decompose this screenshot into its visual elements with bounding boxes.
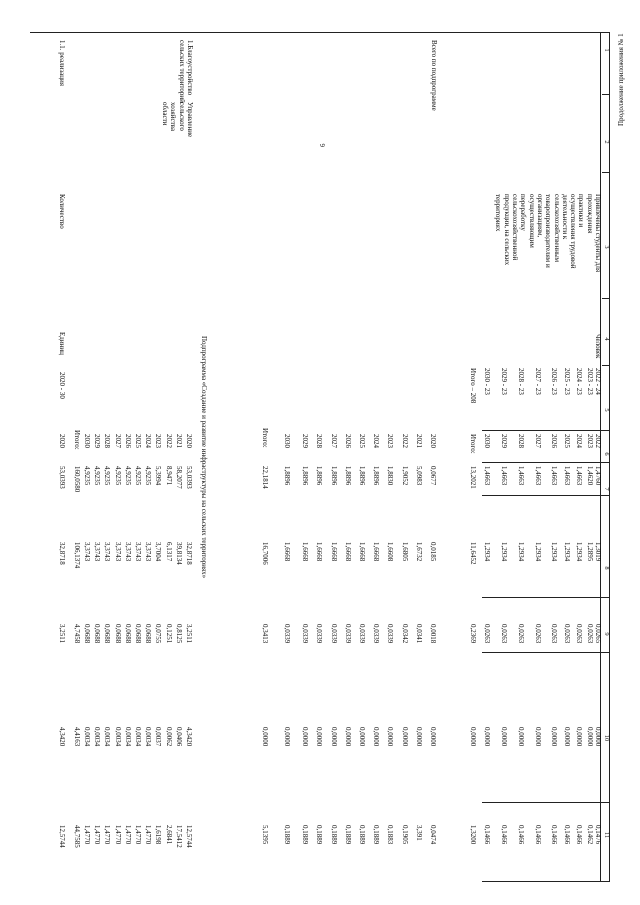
block2-years <box>254 428 440 448</box>
col-num-6: 6 <box>603 452 610 456</box>
period-cell: 2026 - 23 <box>550 368 559 395</box>
block4-c11: 12,5744 <box>58 825 66 848</box>
year-cell: 2026 <box>343 434 352 448</box>
value-cell: 0,0688 <box>144 624 153 644</box>
value-cell: 3,3743 <box>93 542 102 562</box>
year-cell: 2026 <box>123 434 132 448</box>
value-cell: 0,0034 <box>144 727 153 747</box>
value-cell: 0,0263 <box>483 624 492 644</box>
year-cell: 2022 <box>400 434 409 448</box>
value-cell: 8,9471 <box>164 466 173 486</box>
year-cell: 2023 <box>154 434 163 448</box>
value-cell: 0,1889 <box>315 825 324 845</box>
total-cell: 0,0000 <box>261 727 270 747</box>
value-cell: 1,2934 <box>483 542 492 562</box>
value-cell: 0,0339 <box>301 624 310 644</box>
value-cell: 0,1476 <box>594 825 602 845</box>
value-cell: 4,9235 <box>144 466 153 486</box>
value-cell: 0,0688 <box>103 624 112 644</box>
value-cell: 0,0000 <box>283 727 292 747</box>
value-cell: 0,0000 <box>429 727 437 747</box>
col8-values <box>468 542 602 565</box>
value-cell: 1,6668 <box>358 542 367 562</box>
block3-col8 <box>72 542 194 568</box>
value-cell: 0,1466 <box>563 825 572 845</box>
value-cell: 0,0000 <box>400 727 409 747</box>
appendix-header: Продолжение приложения № 1 <box>617 33 625 126</box>
subprogram-total-label: Всего по подпрограмме <box>430 40 438 111</box>
year-cell: 2024 <box>372 434 381 448</box>
year-cell: 2027 <box>534 434 543 448</box>
period-column <box>468 368 602 403</box>
value-cell: 1,9052 <box>400 466 409 486</box>
value-cell: 58,2077 <box>174 466 183 489</box>
value-cell: 0,0474 <box>429 825 437 845</box>
value-cell: 1,6608 <box>386 542 395 562</box>
value-cell: 4,9235 <box>134 466 143 486</box>
year-cell: 2029 <box>500 434 509 448</box>
col-num-7: 7 <box>603 487 610 491</box>
value-cell: 0,1466 <box>483 825 492 845</box>
value-cell: 1,4620 <box>585 466 594 486</box>
value-cell: 1,8896 <box>283 466 292 486</box>
indicator-line: прохождения <box>585 194 594 234</box>
indicator-line: организациям, <box>535 194 544 238</box>
value-cell: 1,8896 <box>329 466 338 486</box>
col-num-1: 1 <box>603 48 610 52</box>
value-cell: 1,2934 <box>563 542 572 562</box>
value-cell: 0,0000 <box>575 727 584 747</box>
value-cell: 0,1251 <box>164 624 173 644</box>
value-cell: 0,0018 <box>429 624 437 644</box>
value-cell: 53,0393 <box>185 466 193 489</box>
value-cell: 3,7004 <box>154 542 163 562</box>
col-num-3: 3 <box>603 245 610 249</box>
value-cell: 1,4663 <box>483 466 492 486</box>
value-cell: 0,0000 <box>585 727 594 747</box>
value-cell: 0,0406 <box>174 727 183 747</box>
year-column <box>468 434 602 454</box>
value-cell: 1,8830 <box>386 466 395 486</box>
value-cell: 0,0263 <box>575 624 584 644</box>
year-cell: 2024 <box>575 434 584 448</box>
value-cell: 0,0000 <box>315 727 324 747</box>
indicator-line: практики и <box>577 194 586 228</box>
executor-line: хозяйства <box>169 102 178 131</box>
value-cell: 1,8896 <box>343 466 352 486</box>
value-cell: 1,4663 <box>517 466 526 486</box>
block4-c8: 32,8718 <box>58 542 66 565</box>
value-cell: 4,9235 <box>113 466 122 486</box>
total-cell: 1,3200 <box>469 825 478 845</box>
value-cell: 0,0339 <box>372 624 381 644</box>
block3-direction <box>177 40 194 103</box>
block2-col11 <box>254 825 440 844</box>
block2-col10 <box>254 727 440 746</box>
period-cell: 2030 - 23 <box>483 368 492 395</box>
value-cell: 1,8896 <box>358 466 367 486</box>
total-cell: 44,7585 <box>72 825 81 848</box>
value-cell: 0,0000 <box>329 727 338 747</box>
block2-col7 <box>254 466 440 489</box>
value-cell: 1,2934 <box>550 542 559 562</box>
year-cell: 2028 <box>103 434 112 448</box>
value-cell: 0,0688 <box>134 624 143 644</box>
block4-unit: Единиц <box>58 332 66 355</box>
value-cell: 4,3420 <box>185 727 193 747</box>
indicator-students <box>494 194 602 272</box>
value-cell: 3,3743 <box>103 542 112 562</box>
value-cell: 0,0755 <box>154 624 163 644</box>
block3-col9 <box>72 624 194 643</box>
value-cell: 0,1889 <box>372 825 381 845</box>
value-cell: 1,2934 <box>500 542 509 562</box>
value-cell: 5,0983 <box>414 466 423 486</box>
year-cell: 2030 <box>483 434 492 448</box>
value-cell: 3,3743 <box>123 542 132 562</box>
value-cell: 4,9235 <box>93 466 102 486</box>
value-cell: 3,3743 <box>134 542 143 562</box>
block2-col8 <box>254 542 440 565</box>
col-num-8: 8 <box>603 566 610 570</box>
value-cell: 0,0000 <box>563 727 572 747</box>
value-cell: 1,4770 <box>103 825 112 845</box>
block4-period: 2020 - 30 <box>58 372 66 399</box>
col-num-11: 11 <box>603 831 610 839</box>
value-cell: 4,9235 <box>83 466 92 486</box>
value-cell: 0,0000 <box>534 727 543 747</box>
value-cell: 0,0688 <box>83 624 92 644</box>
year-cell: 2028 <box>315 434 324 448</box>
value-cell: 0,0341 <box>414 624 423 644</box>
unit-label: Человек <box>594 334 602 359</box>
period-cell: 2025 - 23 <box>563 368 572 395</box>
indicator-line: сельскохозяйственной <box>511 194 520 261</box>
year-cell: 2026 <box>550 434 559 448</box>
value-cell: 0,0688 <box>123 624 132 644</box>
block4-year: 2020 <box>58 434 66 448</box>
value-cell: 2,6841 <box>164 825 173 845</box>
value-cell: 0,0062 <box>164 727 173 747</box>
value-cell: 1,8896 <box>372 466 381 486</box>
year-cell: 2025 <box>563 434 572 448</box>
value-cell: 1,3019 <box>594 542 602 562</box>
value-cell: 0,1883 <box>386 825 395 845</box>
col-num-4: 4 <box>603 337 610 341</box>
value-cell: 0,0263 <box>534 624 543 644</box>
value-cell: 0,0000 <box>358 727 367 747</box>
indicator-line: сельскохозяйственным <box>552 194 561 263</box>
value-cell: 0,0034 <box>134 727 143 747</box>
value-cell: 0,0000 <box>517 727 526 747</box>
year-cell: 2020 <box>429 434 437 448</box>
block3-years <box>72 430 194 450</box>
period-cell: 2023 - 23 <box>585 368 594 395</box>
year-cell: 2024 <box>144 434 153 448</box>
total-cell: 0,0000 <box>469 727 478 747</box>
col9-values <box>468 624 602 643</box>
value-cell: 1,4770 <box>83 825 92 845</box>
total-cell: 160,0580 <box>72 466 81 493</box>
value-cell: 1,2895 <box>585 542 594 562</box>
value-cell: 0,1466 <box>517 825 526 845</box>
value-cell: 1,6668 <box>329 542 338 562</box>
year-cell: 2022 <box>164 434 173 448</box>
value-cell: 0,0263 <box>585 624 594 644</box>
value-cell: 1,4770 <box>123 825 132 845</box>
value-cell: 0,0000 <box>301 727 310 747</box>
value-cell: 3,391 <box>414 825 423 841</box>
value-cell: 0,0000 <box>372 727 381 747</box>
indicator-line: товаропроизводителям и <box>544 194 553 268</box>
value-cell: 1,6668 <box>283 542 292 562</box>
value-cell: 39,8134 <box>174 542 183 565</box>
value-cell: 1,6668 <box>372 542 381 562</box>
value-cell: 1,2934 <box>575 542 584 562</box>
value-cell: 0,0034 <box>103 727 112 747</box>
total-cell: 106,1374 <box>72 542 81 569</box>
total-cell: 4,4163 <box>72 727 81 747</box>
value-cell: 1,6668 <box>315 542 324 562</box>
value-cell: 1,6805 <box>400 542 409 562</box>
total-label: Итого: <box>261 428 270 448</box>
value-cell: 1,4663 <box>534 466 543 486</box>
value-cell: 0,1462 <box>585 825 594 845</box>
value-cell: 1,6668 <box>343 542 352 562</box>
total-cell: 0,2369 <box>469 624 478 644</box>
value-cell: 1,4770 <box>93 825 102 845</box>
value-cell: 0,0339 <box>358 624 367 644</box>
block3-executor <box>161 102 194 137</box>
value-cell: 0,0000 <box>483 727 492 747</box>
value-cell: 0,8125 <box>174 624 183 644</box>
indicator-line: Привлечены студенты для <box>594 194 602 273</box>
direction-line: 1.Благоустройство <box>186 40 194 96</box>
value-cell: 0,0000 <box>594 727 602 747</box>
col-num-10: 10 <box>603 734 610 742</box>
value-cell: 0,0677 <box>429 466 437 486</box>
year-cell: 2028 <box>517 434 526 448</box>
value-cell: 1,2934 <box>534 542 543 562</box>
value-cell: 0,0034 <box>123 727 132 747</box>
year-cell: 2021 <box>174 434 183 448</box>
value-cell: 0,0000 <box>500 727 509 747</box>
block4-indicator: Количество <box>58 194 66 229</box>
col-num-5: 5 <box>603 408 610 412</box>
col10-values <box>468 727 602 746</box>
value-cell: 0,0339 <box>329 624 338 644</box>
value-cell: 3,2511 <box>185 624 193 643</box>
year-cell: 2025 <box>358 434 367 448</box>
value-cell: 0,1889 <box>329 825 338 845</box>
value-cell: 0,0263 <box>550 624 559 644</box>
value-cell: 0,1889 <box>301 825 310 845</box>
value-cell: 17,5412 <box>174 825 183 848</box>
value-cell: 1,4770 <box>113 825 122 845</box>
value-cell: 0,0263 <box>517 624 526 644</box>
period-cell: 2028 - 23 <box>517 368 526 395</box>
value-cell: 1,4663 <box>563 466 572 486</box>
block3-col7 <box>72 466 194 492</box>
value-cell: 0,0339 <box>386 624 395 644</box>
value-cell: 0,0339 <box>343 624 352 644</box>
value-cell: 0,0688 <box>93 624 102 644</box>
subprogram-title: Подпрограмма «Создание и развитие инфраструктуры на сельских территориях» <box>200 336 208 579</box>
total-label: Итого: <box>72 430 81 450</box>
value-cell: 0,0339 <box>315 624 324 644</box>
period-cell: 2022 - 24 <box>594 368 602 395</box>
value-cell: 0,0688 <box>113 624 122 644</box>
value-cell: 1,6668 <box>301 542 310 562</box>
period-cell: 2029 - 23 <box>500 368 509 395</box>
block3-col11 <box>72 825 194 848</box>
value-cell: 0,1466 <box>500 825 509 845</box>
indicator-line: осуществления трудовой <box>569 194 578 269</box>
col11-values <box>468 825 602 844</box>
total-cell: 22,1814 <box>261 466 270 489</box>
year-cell: 2022 <box>594 434 602 448</box>
direction-line: сельских территорий <box>177 40 186 103</box>
value-cell: 1,2934 <box>517 542 526 562</box>
value-cell: 0,1889 <box>283 825 292 845</box>
executor-line: Управление <box>186 102 194 138</box>
col7-values <box>468 466 602 489</box>
value-cell: 3,3743 <box>83 542 92 562</box>
value-cell: 0,1889 <box>358 825 367 845</box>
table-left-border <box>30 32 610 33</box>
value-cell: 6,1317 <box>164 542 173 562</box>
year-cell: 2021 <box>414 434 423 448</box>
value-cell: 0,0000 <box>550 727 559 747</box>
value-cell: 0,0265 <box>594 624 602 644</box>
year-cell: 2030 <box>83 434 92 448</box>
year-cell: 2029 <box>301 434 310 448</box>
value-cell: 1,4663 <box>550 466 559 486</box>
value-cell: 1,4663 <box>500 466 509 486</box>
block3-col10 <box>72 727 194 746</box>
value-cell: 1,6732 <box>414 542 423 562</box>
period-cell: 2027 - 23 <box>534 368 543 395</box>
value-cell: 3,3743 <box>144 542 153 562</box>
indicator-line: деятельности к <box>560 194 569 240</box>
executor-line: области <box>161 102 170 126</box>
value-cell: 0,0185 <box>429 542 437 562</box>
value-cell: 32,8718 <box>185 542 193 565</box>
value-cell: 1,4663 <box>575 466 584 486</box>
year-cell: 2027 <box>113 434 122 448</box>
period-cell: Итого – 208 <box>469 368 478 404</box>
value-cell: 0,0000 <box>386 727 395 747</box>
value-cell: 0,0034 <box>83 727 92 747</box>
total-cell: 0,3413 <box>261 624 270 644</box>
value-cell: 0,1466 <box>550 825 559 845</box>
year-cell: 2030 <box>283 434 292 448</box>
indicator-line: переработку <box>519 194 528 231</box>
value-cell: 1,4760 <box>594 466 602 486</box>
value-cell: 0,0037 <box>154 727 163 747</box>
value-cell: 1,4770 <box>144 825 153 845</box>
year-cell: 2025 <box>134 434 143 448</box>
year-cell: 2023 <box>386 434 395 448</box>
block2-col9 <box>254 624 440 643</box>
year-cell: 2027 <box>329 434 338 448</box>
page-number: 6 <box>319 143 327 147</box>
value-cell: 0,0034 <box>93 727 102 747</box>
total-label: Итого: <box>469 434 478 454</box>
value-cell: 0,1905 <box>400 825 409 845</box>
year-cell: 2020 <box>185 434 193 448</box>
value-cell: 0,0342 <box>400 624 409 644</box>
total-cell: 16,7006 <box>261 542 270 565</box>
period-cell: 2024 - 23 <box>575 368 584 395</box>
indicator-line: территориях <box>494 194 503 232</box>
block4-c7: 53,0393 <box>58 466 66 489</box>
year-cell: 2029 <box>93 434 102 448</box>
rotated-table <box>30 32 610 882</box>
value-cell: 12,5744 <box>185 825 193 848</box>
executor-line: сельского <box>177 102 186 131</box>
total-cell: 13,2021 <box>469 466 478 489</box>
indicator-line: осуществляющим <box>527 194 536 248</box>
value-cell: 3,3743 <box>113 542 122 562</box>
value-cell: 0,0034 <box>113 727 122 747</box>
block4-c10: 4,3420 <box>58 727 66 747</box>
value-cell: 0,0000 <box>343 727 352 747</box>
value-cell: 0,1889 <box>343 825 352 845</box>
value-cell: 0,1466 <box>575 825 584 845</box>
col-num-2: 2 <box>603 140 610 144</box>
value-cell: 0,0000 <box>414 727 423 747</box>
value-cell: 4,9235 <box>123 466 132 486</box>
value-cell: 4,9235 <box>103 466 112 486</box>
block4-direction: 1.1. реализация <box>58 40 66 86</box>
value-cell: 0,0263 <box>563 624 572 644</box>
block4-c9: 3,2511 <box>58 624 66 643</box>
value-cell: 1,6198 <box>154 825 163 845</box>
value-cell: 1,8896 <box>301 466 310 486</box>
col-num-9: 9 <box>603 632 610 636</box>
value-cell: 0,1466 <box>534 825 543 845</box>
value-cell: 0,0263 <box>500 624 509 644</box>
value-cell: 0,0339 <box>283 624 292 644</box>
year-cell: 2023 <box>585 434 594 448</box>
value-cell: 1,8896 <box>315 466 324 486</box>
total-cell: 11,6452 <box>469 542 478 565</box>
indicator-line: продукции, на сельских <box>502 194 511 266</box>
total-cell: 5,1395 <box>261 825 270 845</box>
value-cell: 1,4770 <box>134 825 143 845</box>
total-cell: 4,7458 <box>72 624 81 644</box>
value-cell: 5,3994 <box>154 466 163 486</box>
